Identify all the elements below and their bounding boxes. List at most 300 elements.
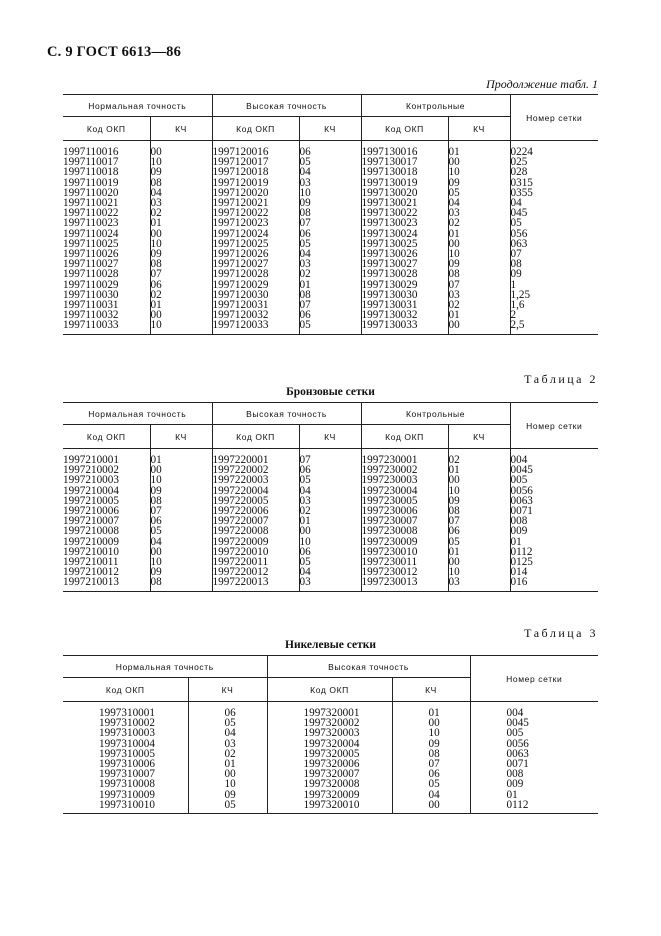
table-row	[63, 320, 598, 334]
control-kch-cell: 08	[448, 506, 510, 516]
table-2	[63, 402, 598, 592]
normal-kch-cell: 10	[150, 157, 212, 167]
normal-okp-cell: 1997110030	[63, 290, 150, 300]
control-okp-cell: 1997130027	[361, 259, 448, 269]
normal-okp-cell: 1997110022	[63, 208, 150, 218]
table-row	[63, 269, 598, 279]
control-okp-cell: 1997230012	[361, 567, 448, 577]
control-kch-cell: 01	[448, 547, 510, 557]
normal-kch-cell: 09	[150, 567, 212, 577]
control-kch-cell: 07	[448, 280, 510, 290]
normal-kch-cell: 05	[188, 718, 267, 728]
high-okp-cell: 1997120026	[212, 249, 299, 259]
normal-okp-cell: 1997110017	[63, 157, 150, 167]
normal-okp-cell: 1997310010	[63, 800, 188, 814]
high-okp-cell: 1997320002	[267, 718, 392, 728]
high-okp-cell: 1997120033	[212, 320, 299, 334]
control-okp-cell: 1997230002	[361, 465, 448, 475]
high-kch-cell: 03	[299, 496, 361, 506]
mesh-number-cell: 04	[510, 197, 522, 210]
header-okp: Код ОКП	[361, 425, 448, 449]
normal-kch-cell: 02	[150, 208, 212, 218]
mesh-number-cell: 0063	[510, 494, 533, 507]
high-kch-cell: 00	[392, 718, 470, 728]
normal-kch-cell: 04	[188, 728, 267, 738]
control-okp-cell: 1997230006	[361, 506, 448, 516]
high-okp-cell: 1997220006	[212, 506, 299, 516]
normal-okp-cell: 1997310008	[63, 779, 188, 789]
normal-kch-cell: 05	[150, 526, 212, 536]
normal-kch-cell: 07	[150, 506, 212, 516]
control-okp-cell: 1997230009	[361, 537, 448, 547]
high-kch-cell: 00	[299, 526, 361, 536]
high-okp-cell: 1997320009	[267, 790, 392, 800]
high-kch-cell: 06	[299, 310, 361, 320]
mesh-number-cell: 0355	[510, 186, 533, 199]
control-okp-cell: 1997130025	[361, 239, 448, 249]
control-okp-cell: 1997130018	[361, 167, 448, 177]
control-kch-cell: 02	[448, 300, 510, 310]
header-kch: КЧ	[392, 678, 470, 702]
control-kch-cell: 10	[448, 486, 510, 496]
high-kch-cell: 02	[299, 506, 361, 516]
control-okp-cell: 1997230007	[361, 516, 448, 526]
normal-kch-cell: 10	[150, 557, 212, 567]
normal-kch-cell: 10	[150, 239, 212, 249]
control-okp-cell: 1997130033	[361, 320, 448, 334]
normal-kch-cell: 10	[150, 320, 212, 334]
high-kch-cell: 01	[299, 280, 361, 290]
control-kch-cell: 10	[448, 249, 510, 259]
control-okp-cell: 1997230008	[361, 526, 448, 536]
normal-okp-cell: 1997110023	[63, 218, 150, 228]
mesh-number-cell: 05	[510, 217, 522, 230]
mesh-number-cell: 0112	[506, 798, 529, 811]
high-okp-cell: 1997320003	[267, 728, 392, 738]
mesh-number-cell: 056	[510, 227, 528, 240]
control-kch-cell: 00	[448, 557, 510, 567]
control-kch-cell: 03	[448, 290, 510, 300]
mesh-number-cell: 0056	[506, 737, 529, 750]
table-3-body	[63, 702, 598, 814]
header-high: Высокая точность	[212, 95, 361, 117]
table-3-label: Таблица 3	[524, 626, 598, 640]
normal-kch-cell: 06	[150, 516, 212, 526]
normal-kch-cell: 00	[150, 465, 212, 475]
normal-okp-cell: 1997110025	[63, 239, 150, 249]
mesh-number-cell: 016	[510, 576, 528, 589]
table-row	[63, 577, 598, 591]
high-kch-cell: 10	[392, 728, 470, 738]
normal-kch-cell: 01	[150, 300, 212, 310]
control-okp-cell: 1997230005	[361, 496, 448, 506]
control-okp-cell: 1997130022	[361, 208, 448, 218]
high-okp-cell: 1997220008	[212, 526, 299, 536]
control-kch-cell: 08	[448, 269, 510, 279]
header-normal: Нормальная точность	[63, 403, 212, 425]
high-okp-cell: 1997120018	[212, 167, 299, 177]
header-kch: КЧ	[188, 678, 267, 702]
normal-kch-cell: 08	[150, 577, 212, 591]
control-okp-cell: 1997130023	[361, 218, 448, 228]
normal-okp-cell: 1997210005	[63, 496, 150, 506]
high-kch-cell: 07	[299, 300, 361, 310]
normal-kch-cell: 03	[188, 739, 267, 749]
control-okp-cell: 1997130028	[361, 269, 448, 279]
header-normal: Нормальная точность	[63, 656, 267, 678]
mesh-number-cell: 009	[506, 778, 524, 791]
normal-okp-cell: 1997110029	[63, 280, 150, 290]
mesh-number-cell: 0315	[510, 176, 533, 189]
control-okp-cell: 1997130020	[361, 188, 448, 198]
normal-kch-cell: 07	[150, 269, 212, 279]
mesh-number-cell: 2,5	[510, 319, 525, 332]
normal-kch-cell: 08	[150, 496, 212, 506]
high-okp-cell: 1997120031	[212, 300, 299, 310]
page-header: С. 9 ГОСТ 6613—86	[47, 44, 182, 60]
normal-okp-cell: 1997210013	[63, 577, 150, 591]
high-kch-cell: 04	[392, 790, 470, 800]
high-kch-cell: 08	[392, 749, 470, 759]
high-okp-cell: 1997120030	[212, 290, 299, 300]
mesh-number-cell: 0045	[510, 464, 533, 477]
control-kch-cell: 03	[448, 577, 510, 591]
control-okp-cell: 1997230004	[361, 486, 448, 496]
high-okp-cell: 1997220012	[212, 567, 299, 577]
normal-kch-cell: 06	[150, 280, 212, 290]
high-kch-cell: 04	[299, 249, 361, 259]
control-kch-cell: 00	[448, 157, 510, 167]
header-okp: Код ОКП	[212, 425, 299, 449]
normal-kch-cell: 00	[188, 769, 267, 779]
normal-kch-cell: 09	[150, 167, 212, 177]
normal-okp-cell: 1997310005	[63, 749, 188, 759]
mesh-number-cell: 2	[510, 309, 517, 322]
control-kch-cell: 00	[448, 475, 510, 485]
normal-okp-cell: 1997210001	[63, 455, 150, 465]
normal-okp-cell: 1997110021	[63, 198, 150, 208]
high-okp-cell: 1997120022	[212, 208, 299, 218]
normal-okp-cell: 1997110024	[63, 229, 150, 239]
high-okp-cell: 1997220009	[212, 537, 299, 547]
mesh-number-cell: 0063	[506, 747, 529, 760]
normal-okp-cell: 1997110016	[63, 147, 150, 157]
normal-okp-cell: 1997110033	[63, 320, 150, 334]
control-kch-cell: 10	[448, 567, 510, 577]
high-kch-cell: 04	[299, 167, 361, 177]
high-kch-cell: 03	[299, 178, 361, 188]
high-okp-cell: 1997320001	[267, 708, 392, 718]
normal-okp-cell: 1997210010	[63, 547, 150, 557]
high-kch-cell: 06	[392, 769, 470, 779]
control-kch-cell: 03	[448, 208, 510, 218]
control-kch-cell: 01	[448, 465, 510, 475]
normal-kch-cell: 00	[150, 547, 212, 557]
high-kch-cell: 07	[299, 455, 361, 465]
mesh-number-cell: 028	[510, 166, 528, 179]
control-kch-cell: 07	[448, 516, 510, 526]
normal-okp-cell: 1997210004	[63, 486, 150, 496]
header-kch: КЧ	[150, 425, 212, 449]
normal-okp-cell: 1997110027	[63, 259, 150, 269]
control-okp-cell: 1997130019	[361, 178, 448, 188]
high-okp-cell: 1997120019	[212, 178, 299, 188]
table-2-caption: Бронзовые сетки	[286, 386, 375, 398]
control-okp-cell: 1997130024	[361, 229, 448, 239]
high-kch-cell: 07	[392, 759, 470, 769]
high-kch-cell: 05	[299, 475, 361, 485]
control-okp-cell: 1997230010	[361, 547, 448, 557]
mesh-number-cell: 009	[510, 525, 528, 538]
control-kch-cell: 09	[448, 496, 510, 506]
normal-okp-cell: 1997110020	[63, 188, 150, 198]
high-okp-cell: 1997120024	[212, 229, 299, 239]
normal-kch-cell: 09	[188, 790, 267, 800]
control-kch-cell: 09	[448, 259, 510, 269]
mesh-number-cell: 014	[510, 566, 528, 579]
control-kch-cell: 01	[448, 310, 510, 320]
high-kch-cell: 00	[392, 800, 470, 814]
normal-okp-cell: 1997310003	[63, 728, 188, 738]
continuation-note: Продолжение табл. 1	[486, 77, 598, 91]
normal-kch-cell: 05	[188, 800, 267, 814]
mesh-number-cell: 0071	[506, 758, 529, 771]
normal-kch-cell: 02	[188, 749, 267, 759]
header-okp: Код ОКП	[267, 678, 392, 702]
high-okp-cell: 1997220013	[212, 577, 299, 591]
normal-okp-cell: 1997210003	[63, 475, 150, 485]
normal-kch-cell: 04	[150, 537, 212, 547]
high-okp-cell: 1997120027	[212, 259, 299, 269]
high-kch-cell: 04	[299, 486, 361, 496]
mesh-number-cell: 08	[510, 258, 522, 271]
normal-okp-cell: 1997210002	[63, 465, 150, 475]
high-okp-cell: 1997320005	[267, 749, 392, 759]
mesh-number-cell: 0224	[510, 146, 533, 158]
normal-kch-cell: 00	[150, 310, 212, 320]
control-kch-cell: 05	[448, 188, 510, 198]
table-3	[63, 655, 598, 814]
high-okp-cell: 1997320007	[267, 769, 392, 779]
table-2-label: Таблица 2	[524, 372, 598, 386]
high-okp-cell: 1997320010	[267, 800, 392, 814]
high-kch-cell: 01	[392, 708, 470, 718]
mesh-number-cell: 0056	[510, 484, 533, 497]
high-kch-cell: 03	[299, 259, 361, 269]
header-okp: Код ОКП	[63, 425, 150, 449]
mesh-number-cell: 025	[510, 156, 528, 169]
high-kch-cell: 10	[299, 537, 361, 547]
control-kch-cell: 01	[448, 229, 510, 239]
high-okp-cell: 1997120023	[212, 218, 299, 228]
high-okp-cell: 1997120028	[212, 269, 299, 279]
high-kch-cell: 05	[299, 320, 361, 334]
high-okp-cell: 1997220001	[212, 455, 299, 465]
high-kch-cell: 03	[299, 577, 361, 591]
table-2-body	[63, 449, 598, 592]
high-kch-cell: 08	[299, 208, 361, 218]
control-kch-cell: 01	[448, 147, 510, 157]
high-kch-cell: 06	[299, 229, 361, 239]
high-kch-cell: 04	[299, 567, 361, 577]
mesh-number-cell: 01	[506, 788, 518, 801]
mesh-number-cell: 008	[510, 515, 528, 528]
control-kch-cell: 00	[448, 320, 510, 334]
header-okp: Код ОКП	[63, 117, 150, 141]
high-kch-cell: 09	[392, 739, 470, 749]
control-okp-cell: 1997130026	[361, 249, 448, 259]
normal-kch-cell: 03	[150, 198, 212, 208]
table-1-body	[63, 141, 598, 335]
high-okp-cell: 1997120032	[212, 310, 299, 320]
normal-okp-cell: 1997310007	[63, 769, 188, 779]
high-okp-cell: 1997120025	[212, 239, 299, 249]
normal-kch-cell: 10	[188, 779, 267, 789]
header-kch: КЧ	[150, 117, 212, 141]
mesh-number-cell: 045	[510, 207, 528, 220]
normal-kch-cell: 01	[150, 455, 212, 465]
header-kch: КЧ	[299, 117, 361, 141]
mesh-number-cell: 1,25	[510, 288, 531, 301]
normal-okp-cell: 1997310006	[63, 759, 188, 769]
mesh-number-cell: 008	[506, 768, 524, 781]
header-control: Контрольные	[361, 403, 510, 425]
normal-okp-cell: 1997110026	[63, 249, 150, 259]
normal-kch-cell: 06	[188, 708, 267, 718]
normal-kch-cell: 01	[150, 218, 212, 228]
header-okp: Код ОКП	[361, 117, 448, 141]
control-kch-cell: 02	[448, 218, 510, 228]
header-okp: Код ОКП	[63, 678, 188, 702]
high-kch-cell: 02	[299, 269, 361, 279]
normal-okp-cell: 1997110028	[63, 269, 150, 279]
high-kch-cell: 09	[299, 198, 361, 208]
normal-okp-cell: 1997310002	[63, 718, 188, 728]
high-okp-cell: 1997320006	[267, 759, 392, 769]
mesh-number-cell: 005	[506, 727, 524, 740]
high-okp-cell: 1997220005	[212, 496, 299, 506]
normal-okp-cell: 1997210009	[63, 537, 150, 547]
control-okp-cell: 1997130016	[361, 147, 448, 157]
mesh-number-cell: 004	[510, 454, 528, 466]
normal-kch-cell: 08	[150, 178, 212, 188]
header-mesh-number: Номер сетки	[510, 95, 598, 141]
control-okp-cell: 1997130032	[361, 310, 448, 320]
high-kch-cell: 10	[299, 188, 361, 198]
normal-kch-cell: 10	[150, 475, 212, 485]
normal-kch-cell: 09	[150, 249, 212, 259]
high-okp-cell: 1997220007	[212, 516, 299, 526]
control-okp-cell: 1997130021	[361, 198, 448, 208]
normal-okp-cell: 1997110032	[63, 310, 150, 320]
header-kch: КЧ	[299, 425, 361, 449]
normal-kch-cell: 00	[150, 147, 212, 157]
mesh-number-cell: 004	[506, 707, 524, 719]
control-okp-cell: 1997130029	[361, 280, 448, 290]
normal-okp-cell: 1997310004	[63, 739, 188, 749]
high-kch-cell: 06	[299, 547, 361, 557]
high-kch-cell: 05	[392, 779, 470, 789]
header-okp: Код ОКП	[212, 117, 299, 141]
high-okp-cell: 1997220011	[212, 557, 299, 567]
mesh-number-cell: 0045	[506, 717, 529, 730]
mesh-number-cell: 07	[510, 248, 522, 261]
mesh-number-cell: 0112	[510, 545, 533, 558]
high-okp-cell: 1997120020	[212, 188, 299, 198]
header-mesh-number: Номер сетки	[510, 403, 598, 449]
mesh-number-cell: 0125	[510, 556, 533, 569]
high-kch-cell: 05	[299, 557, 361, 567]
header-high: Высокая точность	[212, 403, 361, 425]
high-okp-cell: 1997120016	[212, 147, 299, 157]
header-high: Высокая точность	[267, 656, 470, 678]
header-kch: КЧ	[448, 117, 510, 141]
control-okp-cell: 1997230011	[361, 557, 448, 567]
table-row	[63, 800, 598, 814]
normal-kch-cell: 02	[150, 290, 212, 300]
header-mesh-number: Номер сетки	[470, 656, 598, 702]
high-okp-cell: 1997320004	[267, 739, 392, 749]
mesh-number-cell: 1,6	[510, 299, 525, 312]
high-kch-cell: 07	[299, 218, 361, 228]
normal-okp-cell: 1997210012	[63, 567, 150, 577]
control-kch-cell: 05	[448, 537, 510, 547]
control-kch-cell: 04	[448, 198, 510, 208]
mesh-number-cell: 0071	[510, 505, 533, 518]
normal-kch-cell: 09	[150, 486, 212, 496]
normal-okp-cell: 1997110018	[63, 167, 150, 177]
normal-kch-cell: 04	[150, 188, 212, 198]
mesh-number-cell: 063	[510, 237, 528, 250]
header-control: Контрольные	[361, 95, 510, 117]
normal-okp-cell: 1997210011	[63, 557, 150, 567]
normal-okp-cell: 1997210006	[63, 506, 150, 516]
normal-okp-cell: 1997210007	[63, 516, 150, 526]
high-kch-cell: 06	[299, 465, 361, 475]
normal-kch-cell: 01	[188, 759, 267, 769]
normal-okp-cell: 1997110031	[63, 300, 150, 310]
high-okp-cell: 1997220003	[212, 475, 299, 485]
control-kch-cell: 09	[448, 178, 510, 188]
high-kch-cell: 05	[299, 157, 361, 167]
control-okp-cell: 1997130017	[361, 157, 448, 167]
control-okp-cell: 1997230003	[361, 475, 448, 485]
high-okp-cell: 1997220002	[212, 465, 299, 475]
header-normal: Нормальная точность	[63, 95, 212, 117]
control-kch-cell: 06	[448, 526, 510, 536]
high-okp-cell: 1997120029	[212, 280, 299, 290]
normal-kch-cell: 08	[150, 259, 212, 269]
table-1	[63, 94, 598, 335]
mesh-number-cell: 005	[510, 474, 528, 487]
control-okp-cell: 1997130030	[361, 290, 448, 300]
mesh-number-cell: 09	[510, 268, 522, 281]
high-okp-cell: 1997220004	[212, 486, 299, 496]
high-kch-cell: 01	[299, 516, 361, 526]
mesh-number-cell: 01	[510, 535, 522, 548]
high-okp-cell: 1997120017	[212, 157, 299, 167]
high-okp-cell: 1997220010	[212, 547, 299, 557]
control-kch-cell: 10	[448, 167, 510, 177]
normal-okp-cell: 1997310001	[63, 708, 188, 718]
control-okp-cell: 1997230001	[361, 455, 448, 465]
high-kch-cell: 06	[299, 147, 361, 157]
high-kch-cell: 08	[299, 290, 361, 300]
high-kch-cell: 05	[299, 239, 361, 249]
high-okp-cell: 1997320008	[267, 779, 392, 789]
mesh-number-cell: 1	[510, 278, 517, 291]
normal-okp-cell: 1997310009	[63, 790, 188, 800]
